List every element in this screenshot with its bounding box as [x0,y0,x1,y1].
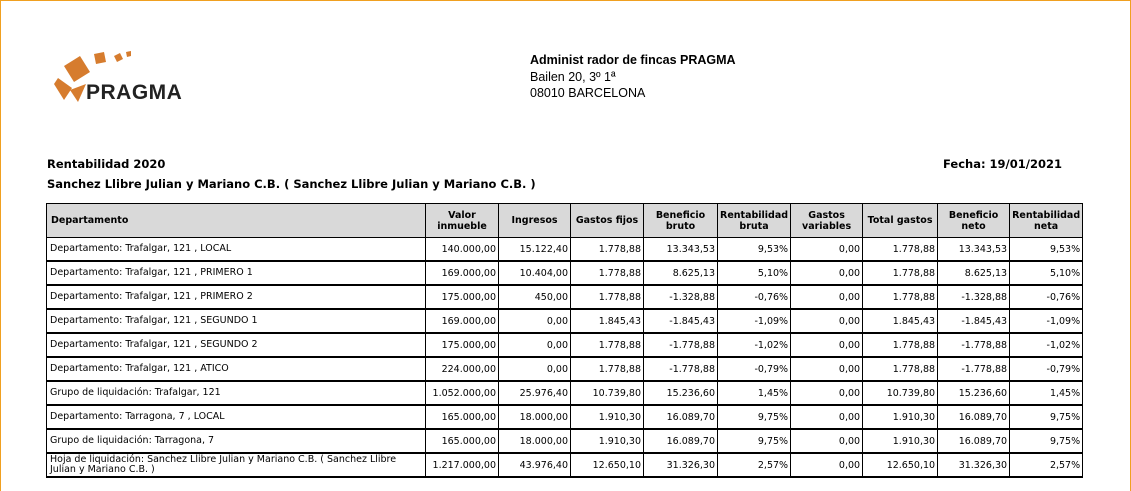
cell-value: 169.000,00 [426,309,499,333]
table-row [47,333,1083,357]
cell-value: -1.778,88 [644,357,718,381]
cell-value: 0,00 [499,357,571,381]
cell-value: 13.343,53 [938,238,1010,262]
cell-value: 1.052.000,00 [426,381,499,405]
cell-value: 1.217.000,00 [426,453,499,477]
table-row [47,381,1083,405]
cell-value: 13.343,53 [644,238,718,262]
cell-value: 8.625,13 [644,261,718,285]
cell-value: 0,00 [791,238,863,262]
cell-value: 16.089,70 [938,429,1010,453]
row-description: Grupo de liquidación: Tarragona, 7 [47,429,426,453]
cell-value: 0,00 [791,285,863,309]
cell-value: 43.976,40 [499,453,571,477]
cell-value: 1.778,88 [571,285,644,309]
cell-value: -1.778,88 [938,357,1010,381]
cell-value: 16.089,70 [644,405,718,429]
table-row [47,453,1083,477]
cell-value: 1.778,88 [863,238,938,262]
company-city: 08010 BARCELONA [530,86,646,100]
cell-value: 1.778,88 [863,285,938,309]
column-header: Beneficio bruto [644,204,718,238]
cell-value: -1,02% [1010,333,1083,357]
column-header: Gastos fijos [571,204,644,238]
column-header: Total gastos [863,204,938,238]
cell-value: -1,09% [718,309,791,333]
cell-value: 1.778,88 [863,261,938,285]
report-subtitle: Sanchez Llibre Julian y Mariano C.B. ( Sanchez Llibre Julian y Mariano C.B. ) [47,177,536,191]
cell-value: 1.778,88 [571,261,644,285]
cell-value: 1.778,88 [571,357,644,381]
cell-value: 15.236,60 [938,381,1010,405]
cell-value: 18.000,00 [499,405,571,429]
cell-value: 1.778,88 [571,238,644,262]
cell-value: 2,57% [718,453,791,477]
cell-value: 0,00 [499,309,571,333]
cell-value: 0,00 [791,333,863,357]
cell-value: -1.845,43 [938,309,1010,333]
cell-value: 1.910,30 [571,429,644,453]
row-description: Departamento: Tarragona, 7 , LOCAL [47,405,426,429]
cell-value: 9,53% [718,238,791,262]
cell-value: 10.739,80 [863,381,938,405]
cell-value: -1,02% [718,333,791,357]
cell-value: 31.326,30 [644,453,718,477]
cell-value: -1,09% [1010,309,1083,333]
report-date: Fecha: 19/01/2021 [943,157,1062,171]
cell-value: 0,00 [499,333,571,357]
cell-value: 5,10% [1010,261,1083,285]
cell-value: 1.778,88 [571,333,644,357]
cell-value: 1,45% [1010,381,1083,405]
cell-value: 25.976,40 [499,381,571,405]
column-header: Departamento [47,204,426,238]
table-row [47,357,1083,381]
cell-value: -0,76% [718,285,791,309]
company-address: Bailen 20, 3º 1ª [530,69,616,84]
table-row [47,261,1083,285]
table-row [47,405,1083,429]
row-description: Departamento: Trafalgar, 121 , ATICO [47,357,426,381]
cell-value: 31.326,30 [938,453,1010,477]
cell-value: 450,00 [499,285,571,309]
cell-value: 10.404,00 [499,261,571,285]
cell-value: 169.000,00 [426,261,499,285]
row-description: Departamento: Trafalgar, 121 , PRIMERO 1 [47,261,426,285]
cell-value: -0,79% [1010,357,1083,381]
cell-value: 0,00 [791,381,863,405]
row-description: Hoja de liquidación: Sanchez Llibre Julian y Mariano C.B. ( Sanchez Llibre Julian y Mariano C.B. ) [47,453,426,477]
cell-value: -0,76% [1010,285,1083,309]
column-header: Ingresos [499,204,571,238]
cell-value: 9,75% [718,429,791,453]
table-row [47,309,1083,333]
cell-value: 9,53% [1010,238,1083,262]
rentabilidad-table [46,203,1083,478]
table-header-row [47,204,1083,238]
column-header: Valor inmueble [426,204,499,238]
cell-value: 0,00 [791,429,863,453]
cell-value: 1.778,88 [863,357,938,381]
cell-value: 16.089,70 [644,429,718,453]
cell-value: 16.089,70 [938,405,1010,429]
cell-value: -1.845,43 [644,309,718,333]
table-row [47,285,1083,309]
cell-value: 175.000,00 [426,285,499,309]
cell-value: 1.910,30 [863,429,938,453]
cell-value: 8.625,13 [938,261,1010,285]
cell-value: 10.739,80 [571,381,644,405]
report-title: Rentabilidad 2020 [47,157,166,171]
cell-value: 0,00 [791,405,863,429]
table-row [47,429,1083,453]
cell-value: 12.650,10 [863,453,938,477]
cell-value: 9,75% [1010,429,1083,453]
row-description: Departamento: Trafalgar, 121 , PRIMERO 2 [47,285,426,309]
company-name: Administ rador de fincas PRAGMA [530,53,736,67]
cell-value: 18.000,00 [499,429,571,453]
cell-value: 12.650,10 [571,453,644,477]
cell-value: -1.778,88 [938,333,1010,357]
cell-value: 165.000,00 [426,429,499,453]
column-header: Rentabilidad neta [1010,204,1083,238]
column-header: Rentabilidad bruta [718,204,791,238]
row-description: Departamento: Trafalgar, 121 , LOCAL [47,238,426,262]
cell-value: 0,00 [791,357,863,381]
cell-value: -1.328,88 [644,285,718,309]
cell-value: 165.000,00 [426,405,499,429]
cell-value: 15.236,60 [644,381,718,405]
cell-value: 1.845,43 [863,309,938,333]
cell-value: -1.778,88 [644,333,718,357]
logo-text: PRAGMA [86,81,183,104]
column-header: Gastos variables [791,204,863,238]
cell-value: -1.328,88 [938,285,1010,309]
row-description: Departamento: Trafalgar, 121 , SEGUNDO 1 [47,309,426,333]
cell-value: 0,00 [791,453,863,477]
table-row [47,238,1083,262]
company-info [530,52,736,102]
row-description: Grupo de liquidación: Trafalgar, 121 [47,381,426,405]
cell-value: 224.000,00 [426,357,499,381]
cell-value: 1.910,30 [571,405,644,429]
cell-value: 1.910,30 [863,405,938,429]
cell-value: 0,00 [791,309,863,333]
cell-value: 1.845,43 [571,309,644,333]
cell-value: 0,00 [791,261,863,285]
cell-value: 15.122,40 [499,238,571,262]
cell-value: 1.778,88 [863,333,938,357]
cell-value: -0,79% [718,357,791,381]
cell-value: 2,57% [1010,453,1083,477]
cell-value: 9,75% [1010,405,1083,429]
cell-value: 140.000,00 [426,238,499,262]
column-header: Beneficio neto [938,204,1010,238]
cell-value: 175.000,00 [426,333,499,357]
cell-value: 9,75% [718,405,791,429]
cell-value: 1,45% [718,381,791,405]
cell-value: 5,10% [718,261,791,285]
row-description: Departamento: Trafalgar, 121 , SEGUNDO 2 [47,333,426,357]
